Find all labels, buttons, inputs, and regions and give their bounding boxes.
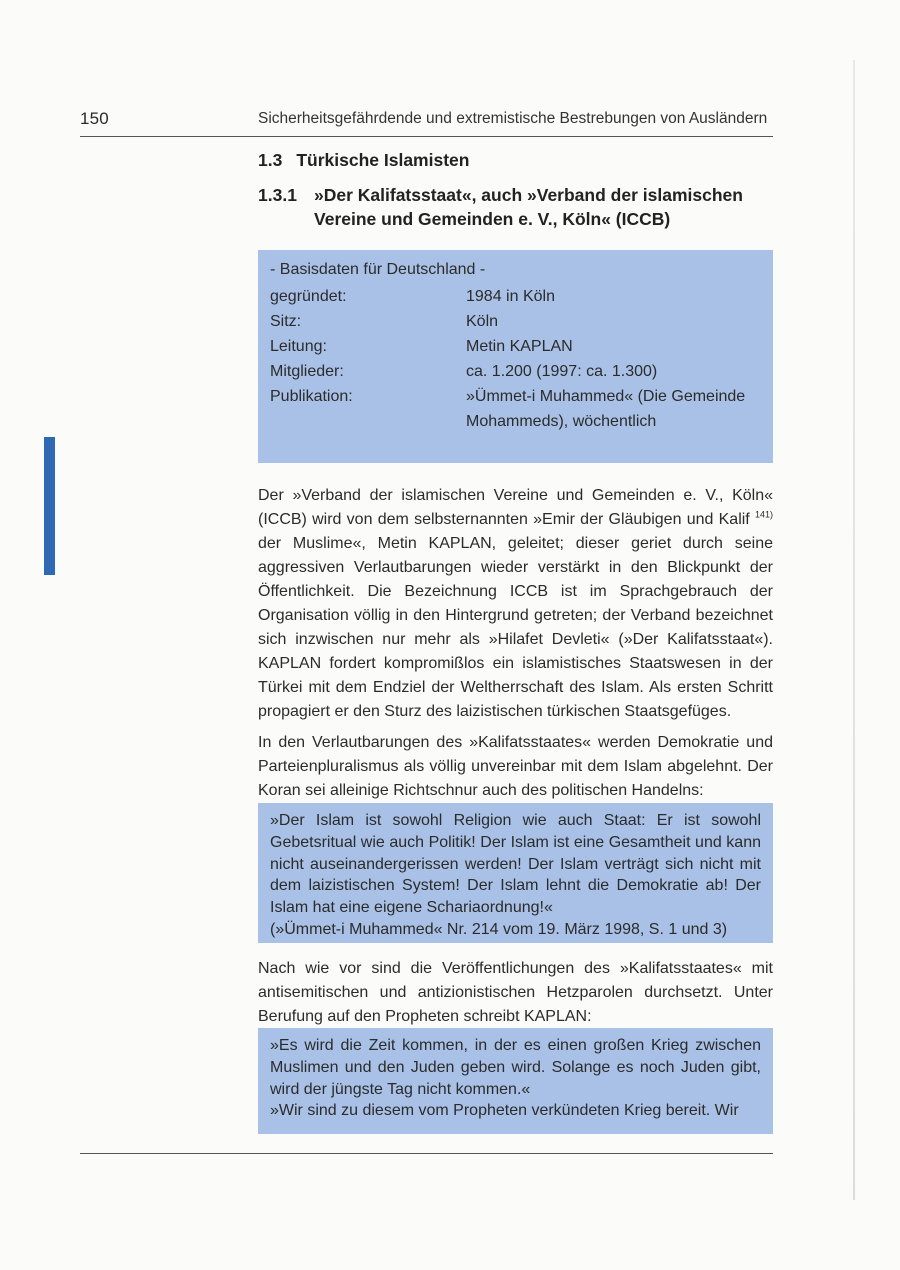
subsection-heading bbox=[258, 183, 784, 231]
scan-page-edge bbox=[853, 60, 855, 1200]
fact-label: Mitglieder: bbox=[270, 363, 344, 380]
fact-label: gegründet: bbox=[270, 288, 347, 305]
subsection-number: 1.3.1 bbox=[258, 185, 297, 205]
quote-text: »Es wird die Zeit kommen, in der es einen großen Krieg zwischen Muslimen und den Juden geben wird. Solange es noch Juden gibt, wird der jüngste Tag nicht kommen.« bbox=[270, 1037, 761, 1098]
section-title: Türkische Islamisten bbox=[296, 150, 470, 170]
footnote-marker: 141) bbox=[754, 509, 773, 520]
section-heading bbox=[258, 150, 469, 171]
running-head-title: Sicherheitsgefährdende und extremistische Bestrebungen von Ausländern bbox=[258, 110, 768, 127]
fact-value: ca. 1.200 (1997: ca. 1.300) bbox=[466, 363, 658, 380]
body-paragraph-1 bbox=[258, 484, 773, 724]
fact-value: Köln bbox=[466, 313, 499, 330]
body-paragraph-3: Nach wie vor sind die Veröffentlichungen des »Kalifatsstaates« mit antisemitischen und antizionistischen Hetzparolen durchsetzt. Unter Berufung auf den Propheten schreibt KAPLAN: bbox=[258, 960, 773, 1025]
fact-row-founded bbox=[270, 284, 761, 309]
fact-row-leadership bbox=[270, 334, 761, 359]
quote-box-2 bbox=[258, 1028, 773, 1134]
quote-text-continued: »Wir sind zu diesem vom Propheten verkündeten Krieg bereit. Wir bbox=[270, 1102, 739, 1120]
body-paragraph-2: In den Verlautbarungen des »Kalifatsstaates« werden Demokratie und Parteienpluralismus als völlig unvereinbar mit dem Islam abgelehnt. Der Koran sei alleinige Richtschnur auch des politischen Handelns: bbox=[258, 734, 773, 799]
fact-row-seat bbox=[270, 309, 761, 334]
footer-rule bbox=[80, 1153, 773, 1154]
fact-label: Leitung: bbox=[270, 338, 327, 355]
header-rule bbox=[80, 136, 773, 137]
fact-value: »Ümmet-i Muhammed« (Die Gemeinde Mohammeds), wöchentlich bbox=[466, 388, 746, 430]
fact-label: Sitz: bbox=[270, 313, 302, 330]
fact-value: Metin KAPLAN bbox=[466, 338, 573, 355]
paragraph-text: der Muslime«, Metin KAPLAN, geleitet; dieser geriet durch seine aggressiven Verlautbarungen wieder verstärkt in den Blickpunkt der Öffentlichkeit. Die Bezeichnung ICCB ist im Sprachgebrauch der Organisation völlig in den Hintergrund getreten; der Verband bezeichnet sich inzwischen nur mehr als »Hilafet Devleti« (»Der Kalifatsstaat«). KAPLAN fordert kompromißlos ein islamistisches Staatswesen in der Türkei mit dem Endziel der Weltherrschaft des Islam. Als ersten Schritt propagiert er den Sturz des laizistischen türkischen Staatsgefüges. bbox=[258, 535, 773, 720]
quote-source: (»Ümmet-i Muhammed« Nr. 214 vom 19. März 1998, S. 1 und 3) bbox=[270, 920, 728, 938]
paragraph-text: Der »Verband der islamischen Vereine und Gemeinden e. V., Köln« (ICCB) wird von dem selbsternannten »Emir der Gläubigen und Kalif bbox=[258, 487, 773, 528]
fact-value: 1984 in Köln bbox=[466, 288, 555, 305]
page-number: 150 bbox=[80, 109, 109, 128]
quote-text: »Der Islam ist sowohl Religion wie auch Staat: Er ist sowohl Gebetsritual wie auch Politik! Der Islam ist eine Gesamtheit und kann nicht auseinandergerissen werden! Der Islam verträgt sich nicht mit dem laizistischen System! Der Islam lehnt die Demokratie ab! Der Islam hat eine eigene Schariaordnung!« bbox=[270, 812, 761, 917]
base-data-box bbox=[258, 250, 773, 463]
fact-row-publication bbox=[270, 384, 761, 434]
base-data-title: - Basisdaten für Deutschland - bbox=[270, 261, 486, 278]
quote-box-1 bbox=[258, 803, 773, 943]
fact-row-members bbox=[270, 359, 761, 384]
subsection-title: »Der Kalifatsstaat«, auch »Verband der islamischen Vereine und Gemeinden e. V., Köln« (ICCB) bbox=[314, 185, 743, 229]
fact-label: Publikation: bbox=[270, 388, 353, 405]
section-number: 1.3 bbox=[258, 150, 283, 170]
margin-change-marker bbox=[44, 437, 55, 575]
